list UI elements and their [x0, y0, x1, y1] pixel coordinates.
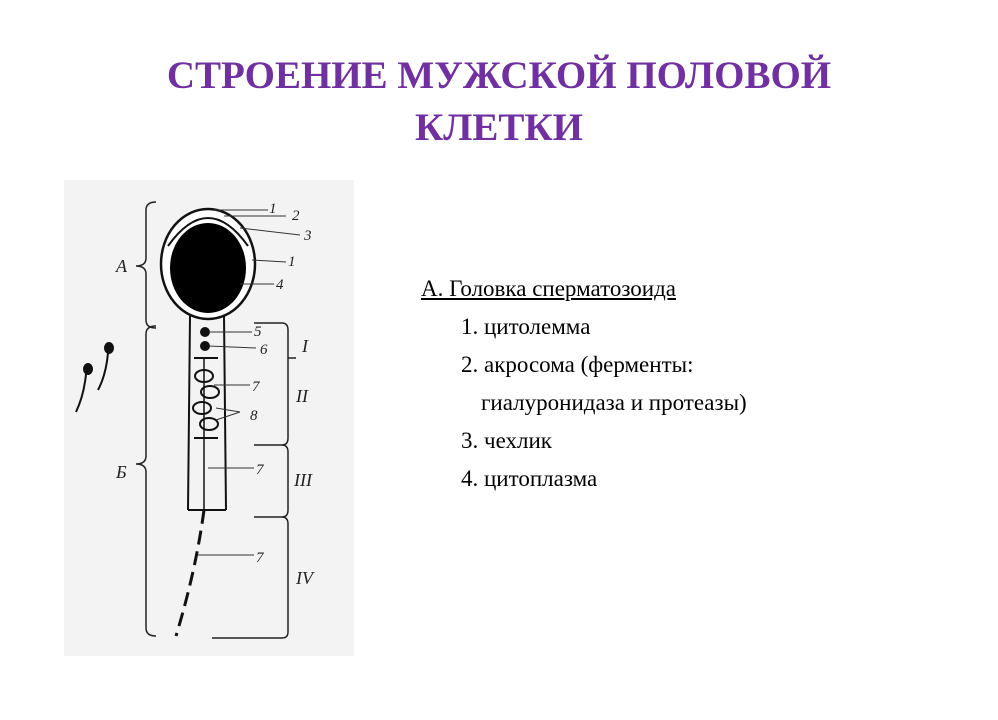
- sperm-cell-drawing: [64, 180, 354, 656]
- part-label-8: 8: [250, 408, 258, 424]
- tail-section-label: Б: [116, 462, 127, 482]
- part-label-5: 5: [254, 324, 262, 340]
- sperm-tail: [176, 316, 226, 636]
- sperm-head: [161, 209, 255, 319]
- segment-label-I: I: [302, 336, 308, 356]
- legend-item-acrosome-enzymes: гиалуронидаза и протеазы): [481, 390, 747, 415]
- title-line-1: СТРОЕНИЕ МУЖСКОЙ ПОЛОВОЙ: [166, 54, 832, 97]
- part-label-7c: 7: [256, 550, 264, 566]
- tail-bracket: [136, 326, 156, 636]
- legend-item-cytoplasm: 4. цитоплазма: [461, 466, 598, 491]
- legend-item-acrosome: 2. акросома (ферменты:: [461, 352, 694, 377]
- head-bracket: [136, 202, 156, 328]
- slide-title: [0, 50, 998, 154]
- title-line-2: КЛЕТКИ: [415, 106, 583, 149]
- part-label-7b: 7: [256, 462, 264, 478]
- head-section-label: А: [116, 256, 127, 276]
- part-label-2: 2: [292, 208, 300, 224]
- segment-label-II: II: [296, 386, 308, 406]
- segment-label-IV: IV: [296, 568, 313, 588]
- part-label-1b: 1: [288, 254, 296, 270]
- small-sperm-cells: [76, 343, 113, 412]
- legend-item-cap: 3. чехлик: [461, 428, 552, 453]
- legend-heading: А. Головка сперматозоида: [421, 276, 677, 301]
- part-label-3: 3: [304, 228, 312, 244]
- legend: [421, 270, 981, 498]
- legend-list: [421, 308, 981, 498]
- part-label-4: 4: [276, 277, 284, 293]
- segment-label-III: III: [294, 470, 312, 490]
- legend-item-cytolemma: 1. цитолемма: [461, 314, 591, 339]
- sperm-cell-diagram: [64, 180, 354, 656]
- part-label-6: 6: [260, 342, 268, 358]
- part-label-1a: 1: [269, 201, 277, 217]
- part-label-7a: 7: [252, 379, 260, 395]
